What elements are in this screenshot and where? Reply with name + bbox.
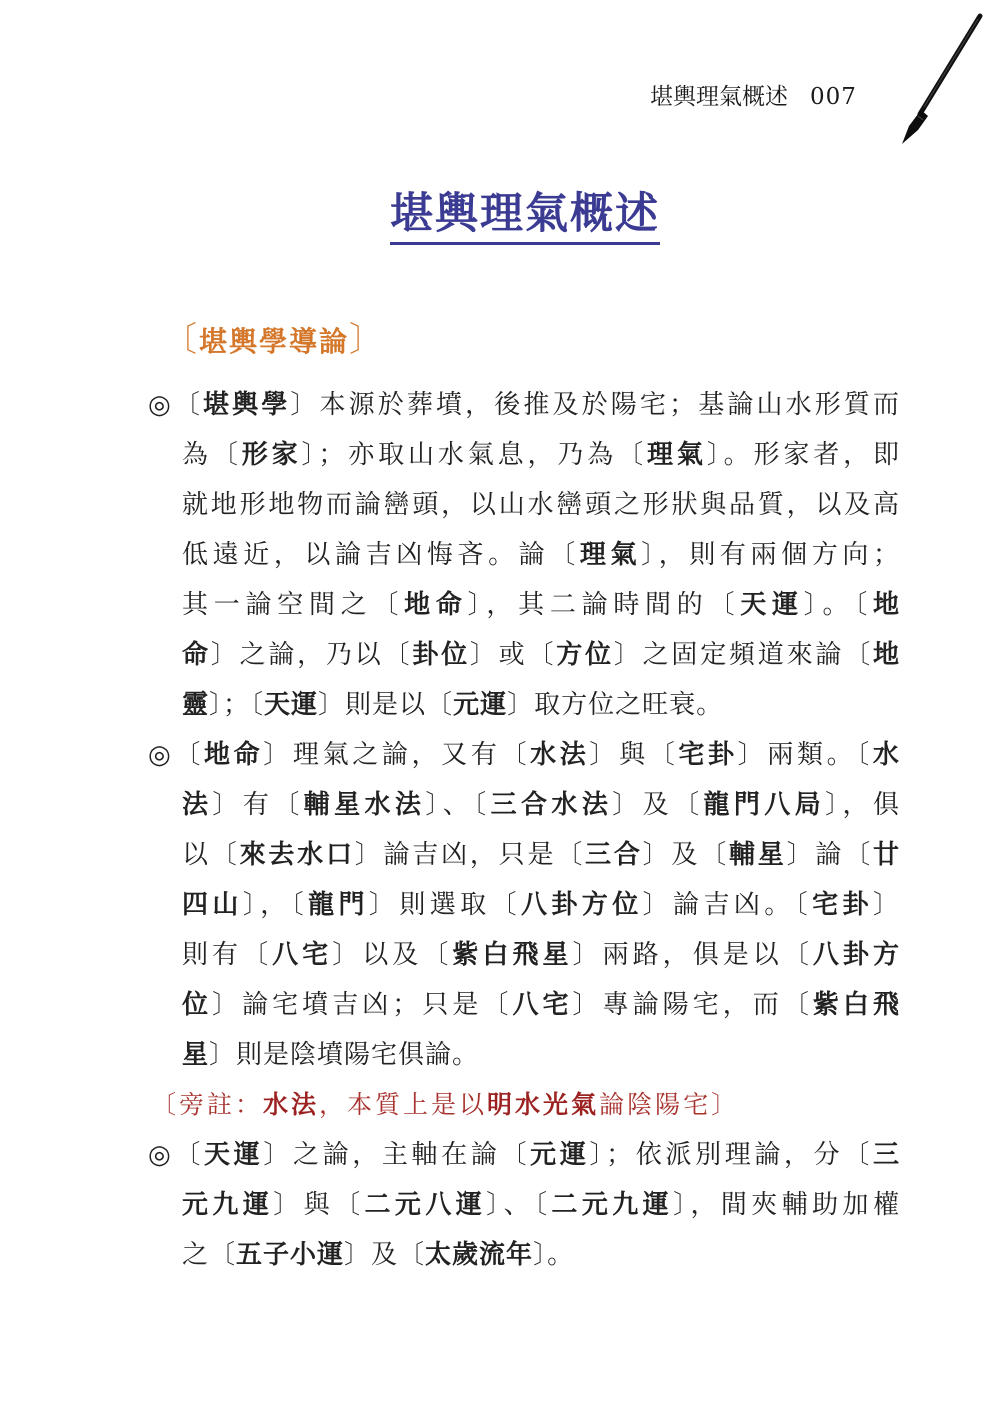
text-line: [182, 830, 900, 880]
text-run: 低遠近，以論吉凶悔吝。論〔: [182, 540, 580, 570]
term: 八卦方位: [520, 890, 643, 920]
text-run: 為〔: [182, 440, 242, 470]
term: 八宅: [272, 940, 333, 970]
running-header: [650, 78, 857, 111]
text-line: [182, 980, 900, 1030]
text-run: 〕: [872, 890, 900, 920]
text-line: [182, 780, 900, 830]
text-run: 〕，俱: [825, 790, 900, 820]
term: 宅卦: [812, 890, 873, 920]
paragraph-1: [148, 380, 900, 730]
term: 龍門八局: [703, 790, 826, 820]
term: 水法: [263, 1090, 320, 1119]
text-run: 〕或〔: [469, 640, 557, 670]
text-run: 〕，其二論時間的〔: [467, 590, 741, 620]
text-line: [182, 680, 900, 730]
term: 水法: [530, 740, 590, 770]
term: 星: [182, 1040, 210, 1070]
term: 卦位: [412, 640, 470, 670]
term: 三合水法: [490, 790, 613, 820]
term: 四山: [182, 890, 243, 920]
section-heading-close-bracket: 〕: [349, 320, 386, 360]
term: 太歲流年: [425, 1240, 534, 1270]
section-heading-open-bracket: 〔: [163, 320, 199, 360]
text-run: 〕。形家者，即: [706, 440, 900, 470]
term: 紫白飛星: [452, 940, 573, 970]
text-run: 之〔: [182, 1240, 237, 1270]
text-run: 其一論空間之〔: [182, 590, 405, 620]
text-run: 論陰陽宅〕: [599, 1090, 740, 1119]
text-run: 〔旁註：: [151, 1090, 264, 1119]
text-run: 〕則選取〔: [368, 890, 521, 920]
text-run: 〕，間夾輔助加權: [673, 1190, 900, 1220]
text-run: 〕以及〔: [332, 940, 453, 970]
text-run: 〕；依派別理論，分〔: [589, 1140, 873, 1170]
term: 天運: [740, 590, 804, 620]
term: 命: [182, 640, 211, 670]
side-note: [151, 1080, 900, 1130]
term: 地命: [203, 740, 264, 770]
term: 理氣: [579, 540, 642, 570]
text-run: 〕；〔: [209, 690, 265, 720]
text-run: 〕本源於葬墳，後推及於陽宅；基論山水形質而: [290, 390, 900, 420]
term: 地: [872, 590, 900, 620]
term: 五子小運: [236, 1240, 345, 1270]
text-run: 〕專論陽宅，而〔: [572, 990, 813, 1020]
text-run: 〕、〔: [425, 790, 491, 820]
term: 理氣: [646, 440, 707, 470]
term: 天運: [264, 690, 319, 720]
running-title: 堪輿理氣概述: [650, 84, 788, 110]
text-run: 〕兩類。〔: [737, 740, 873, 770]
term: 元九運: [182, 1190, 274, 1220]
term: 明水光氣: [487, 1090, 600, 1119]
text-line: [182, 1030, 900, 1080]
text-run: 〕與〔: [273, 1190, 365, 1220]
text-line: [182, 530, 900, 580]
text-run: 〕。: [533, 1240, 575, 1270]
paragraph-2: [148, 730, 900, 1080]
term: 形家: [241, 440, 302, 470]
term: 三: [872, 1140, 900, 1170]
text-run: 〕則是陰墳陽宅俱論。: [209, 1040, 480, 1070]
term: 三合: [585, 840, 643, 870]
term: 元運: [453, 690, 508, 720]
term: 來去水口: [239, 840, 355, 870]
term: 方位: [556, 640, 614, 670]
text-line: [148, 730, 900, 780]
term: 二元八運: [364, 1190, 487, 1220]
term: 元運: [530, 1140, 590, 1170]
term: 堪輿學: [202, 390, 291, 420]
term: 地: [872, 640, 900, 670]
text-run: 則有〔: [182, 940, 273, 970]
text-run: 〕與〔: [589, 740, 679, 770]
term: 八卦方: [812, 940, 900, 970]
text-line: [148, 1130, 900, 1180]
term: 地命: [404, 590, 468, 620]
paragraph-3: [148, 1130, 900, 1280]
term: 輔星水法: [303, 790, 426, 820]
term: 法: [182, 790, 213, 820]
text-line: [182, 1230, 900, 1280]
term: 靈: [182, 690, 210, 720]
term: 水: [872, 740, 900, 770]
text-line: [182, 480, 900, 530]
term: 紫白飛: [812, 990, 900, 1020]
text-run: 〕及〔: [642, 840, 729, 870]
text-line: [182, 430, 900, 480]
text-run: 〕兩路，俱是以〔: [572, 940, 813, 970]
page-number: 007: [810, 84, 857, 110]
text-run: 〕，〔: [242, 890, 309, 920]
text-run: 〕；亦取山水氣息，乃為〔: [301, 440, 647, 470]
text-run: ◎〔: [148, 740, 204, 770]
section-heading-text: 堪輿學導論: [199, 325, 350, 358]
text-line: [182, 880, 900, 930]
text-run: 〕之論，主軸在論〔: [263, 1140, 531, 1170]
term: 廿: [872, 840, 900, 870]
text-run: 〕論吉凶，只是〔: [354, 840, 586, 870]
text-run: 〕則是以〔: [318, 690, 454, 720]
text-run: 就地形地物而論巒頭，以山水巒頭之形狀與品質，以及高: [182, 490, 900, 520]
term: 輔星: [728, 840, 787, 870]
page-title: 堪輿理氣概述: [0, 180, 1000, 245]
text-line: [182, 630, 900, 680]
text-run: 以〔: [182, 840, 240, 870]
text-run: ，本質上是以: [319, 1090, 488, 1119]
text-run: 〕有〔: [212, 790, 304, 820]
text-run: 〕，則有兩個方向；: [641, 540, 900, 570]
text-run: 〕取方位之旺衰。: [507, 690, 724, 720]
term: 天運: [204, 1140, 264, 1170]
text-run: 〕論吉凶。〔: [642, 890, 813, 920]
text-run: ◎〔: [148, 390, 203, 420]
text-run: 〕及〔: [344, 1240, 426, 1270]
text-run: 〕。〔: [803, 590, 873, 620]
text-run: 〕論〔: [786, 840, 873, 870]
term: 八宅: [512, 990, 573, 1020]
text-line: [182, 930, 900, 980]
term: 二元九運: [551, 1190, 674, 1220]
text-run: ◎〔: [148, 1140, 204, 1170]
section-heading: [163, 312, 385, 361]
calligraphy-brush-icon: [890, 10, 990, 150]
text-run: 〕論宅墳吉凶；只是〔: [212, 990, 513, 1020]
text-run: 〕之論，乃以〔: [210, 640, 413, 670]
text-run: 〕理氣之論，又有〔: [263, 740, 531, 770]
text-line: [182, 1180, 900, 1230]
term: 位: [182, 990, 213, 1020]
text-run: 〕及〔: [612, 790, 704, 820]
term: 龍門: [308, 890, 369, 920]
text-run: 〕之固定頻道來論〔: [613, 640, 873, 670]
term: 宅卦: [678, 740, 738, 770]
text-run: 〕、〔: [486, 1190, 552, 1220]
text-line: [182, 580, 900, 630]
text-line: [148, 380, 900, 430]
